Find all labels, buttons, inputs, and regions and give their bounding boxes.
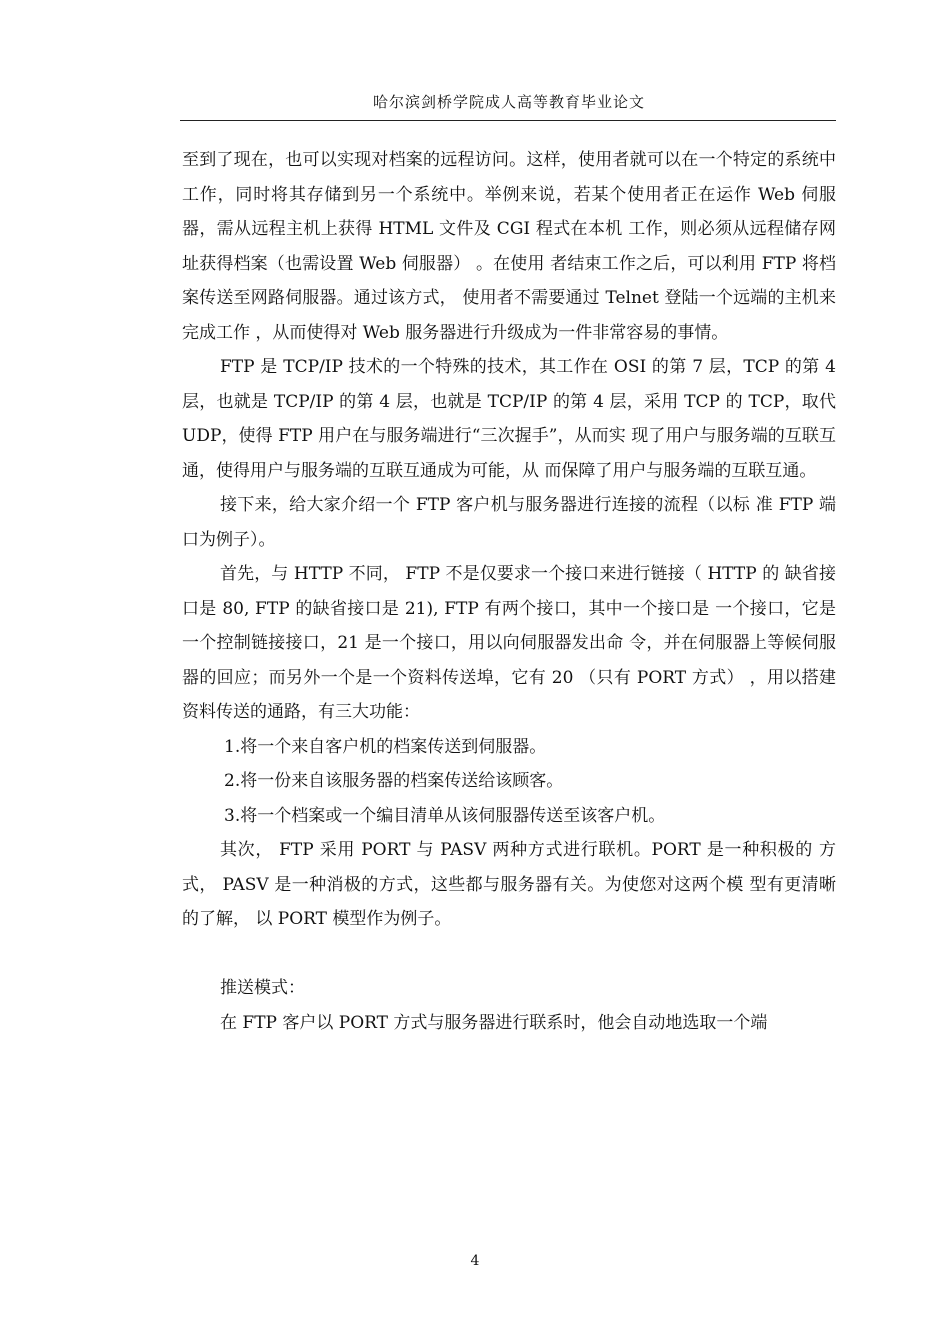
paragraph-ftp-tcpip: FTP 是 TCP/IP 技术的一个特殊的技术，其工作在 OSI 的第 7 层，TCP 的第 4 层，也就是 TCP/IP 的第 4 层，也就是 TCP/IP 的第 4 层，采用 TCP 的 TCP，取代 UDP，使得 FTP 用户在与服务端进行“三次握手”，从而实 现了用户与服务端的互联互通，使得用户与服务端的互联互通成为可能，从 而保障了用户与服务端的互联互通。 [182, 357, 836, 481]
list-item-function-2: 2.将一份来自该服务器的档案传送给该顾客。 [224, 771, 564, 791]
header-divider [180, 120, 836, 121]
paragraph-port-pasv: 其次， FTP 采用 PORT 与 PASV 两种方式进行联机。PORT 是一种积极的 方式， PASV 是一种消极的方式，这些都与服务器有关。为使您对这两个模 型有更清晰的了解， 以 PORT 模型作为例子。 [182, 840, 836, 929]
paragraph-remote-access: 至到了现在，也可以实现对档案的远程访问。这样，使用者就可以在一个特定的系统中工作，同时将其存储到另一个系统中。举例来说，若某个使用者正在运作 Web 伺服器，需从远程主机上获得 HTML 文件及 CGI 程式在本机 工作，则必须从远程储存网址获得档案（也需设置 Web 伺服器） 。在使用 者结束工作之后，可以利用 FTP 将档案传送至网路伺服器。通过该方式， 使用者不需要通过 Telnet 登陆一个远端的主机来完成工作 ，从而使得对 Web 服务器进行升级成为一件非常容易的事情。 [182, 150, 836, 343]
paragraph-ftp-ports: 首先，与 HTTP 不同， FTP 不是仅要求一个接口来进行链接（ HTTP 的 缺省接口是 80, FTP 的缺省接口是 21), FTP 有两个接口，其中一个接口是 一个接口，它是一个控制链接接口，21 是一个接口，用以向伺服器发出命 令，并在伺服器上等候伺服器的回应；而另外一个是一个资料传送埠，它有 20 （只有 PORT 方式） ，用以搭建资料传送的通路，有三大功能： [182, 564, 836, 722]
page-number: 4 [470, 1253, 480, 1269]
paragraph-port-mode: 在 FTP 客户以 PORT 方式与服务器进行联系时，他会自动地选取一个端 [220, 1012, 768, 1033]
paragraph-connection-intro: 接下来，给大家介绍一个 FTP 客户机与服务器进行连接的流程（以标 准 FTP 端口为例子）。 [182, 495, 836, 550]
list-item-function-1: 1.将一个来自客户机的档案传送到伺服器。 [224, 736, 547, 757]
list-item-function-3: 3.将一个档案或一个编目清单从该伺服器传送至该客户机。 [224, 805, 666, 826]
section-heading-push-mode: 推送模式： [220, 978, 305, 998]
document-body [182, 143, 836, 1040]
paragraph-spacer [182, 937, 836, 972]
page-header-title: 哈尔滨剑桥学院成人高等教育毕业论文 [372, 93, 645, 111]
